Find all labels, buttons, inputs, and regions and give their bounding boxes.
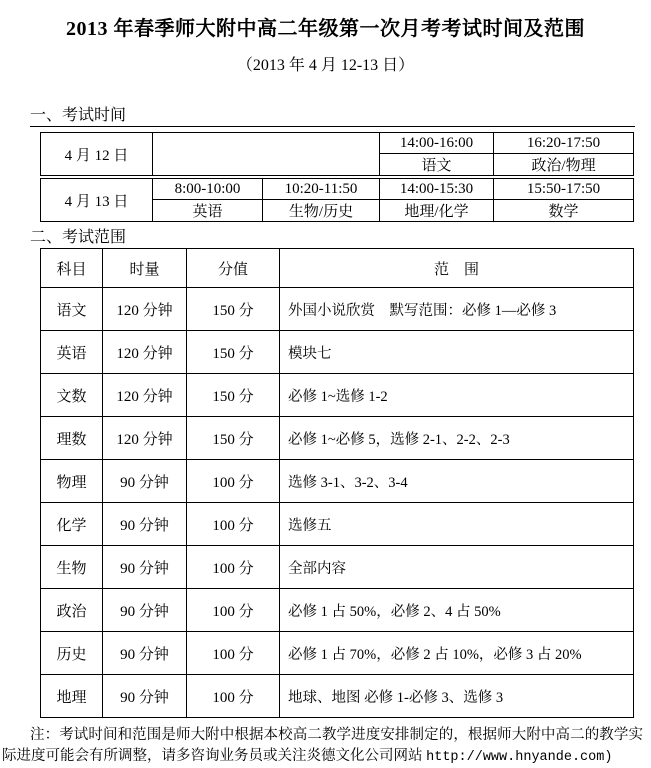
scope-cell: 地球、地图 必修 1-必修 3、选修 3 bbox=[280, 675, 634, 718]
footer-note bbox=[2, 725, 643, 768]
table-row bbox=[41, 460, 634, 503]
section-heading-exam-scope: 二、考试范围 bbox=[30, 229, 127, 246]
section-heading-exam-time: 一、考试时间 bbox=[30, 107, 635, 127]
column-header-subject: 科目 bbox=[41, 249, 103, 288]
date-cell: 4 月 13 日 bbox=[41, 177, 153, 222]
table-row bbox=[41, 331, 634, 374]
subject-cell: 英语 bbox=[153, 200, 263, 222]
duration-cell: 90 分钟 bbox=[103, 632, 187, 675]
points-cell: 100 分 bbox=[187, 503, 280, 546]
time-cell: 14:00-16:00 bbox=[380, 133, 494, 154]
points-cell: 100 分 bbox=[187, 460, 280, 503]
duration-cell: 120 分钟 bbox=[103, 374, 187, 417]
scope-cell: 选修 3-1、3-2、3-4 bbox=[280, 460, 634, 503]
table-row bbox=[41, 589, 634, 632]
points-cell: 150 分 bbox=[187, 331, 280, 374]
subject-cell: 地理 bbox=[41, 675, 103, 718]
duration-cell: 90 分钟 bbox=[103, 546, 187, 589]
table-row bbox=[41, 177, 634, 200]
exam-scope-table bbox=[40, 248, 634, 718]
date-cell: 4 月 12 日 bbox=[41, 133, 153, 178]
table-row bbox=[41, 546, 634, 589]
subject-cell: 语文 bbox=[380, 154, 494, 178]
table-row bbox=[41, 675, 634, 718]
duration-cell: 120 分钟 bbox=[103, 288, 187, 331]
empty-cell bbox=[153, 133, 380, 178]
table-row bbox=[41, 133, 634, 154]
points-cell: 150 分 bbox=[187, 288, 280, 331]
exam-time-table bbox=[40, 132, 634, 222]
time-cell: 10:20-11:50 bbox=[263, 177, 380, 200]
scope-cell: 必修 1~选修 1-2 bbox=[280, 374, 634, 417]
time-cell: 14:00-15:30 bbox=[380, 177, 494, 200]
scope-cell: 模块七 bbox=[280, 331, 634, 374]
duration-cell: 90 分钟 bbox=[103, 589, 187, 632]
subject-cell: 政治 bbox=[41, 589, 103, 632]
table-row bbox=[41, 503, 634, 546]
points-cell: 100 分 bbox=[187, 675, 280, 718]
duration-cell: 120 分钟 bbox=[103, 331, 187, 374]
subject-cell: 生物/历史 bbox=[263, 200, 380, 222]
subject-cell: 地理/化学 bbox=[380, 200, 494, 222]
table-row bbox=[41, 288, 634, 331]
points-cell: 100 分 bbox=[187, 589, 280, 632]
footer-url: http://www.hnyande.com) bbox=[426, 750, 613, 765]
points-cell: 100 分 bbox=[187, 546, 280, 589]
column-header-points: 分值 bbox=[187, 249, 280, 288]
table-header-row bbox=[41, 249, 634, 288]
time-cell: 15:50-17:50 bbox=[494, 177, 634, 200]
scope-cell: 全部内容 bbox=[280, 546, 634, 589]
duration-cell: 120 分钟 bbox=[103, 417, 187, 460]
duration-cell: 90 分钟 bbox=[103, 675, 187, 718]
footer-note-text: 注：考试时间和范围是师大附中根据本校高二教学进度安排制定的，根据师大附中高二的教学实际进度可能会有所调整，请多咨询业务员或关注炎德文化公司网站 bbox=[2, 727, 643, 764]
subject-cell: 政治/物理 bbox=[494, 154, 634, 178]
scope-cell: 选修五 bbox=[280, 503, 634, 546]
points-cell: 100 分 bbox=[187, 632, 280, 675]
column-header-scope: 范 围 bbox=[280, 249, 634, 288]
table-row bbox=[41, 417, 634, 460]
subject-cell: 数学 bbox=[494, 200, 634, 222]
time-cell: 8:00-10:00 bbox=[153, 177, 263, 200]
scope-cell: 必修 1 占 50%，必修 2、4 占 50% bbox=[280, 589, 634, 632]
scope-cell: 必修 1 占 70%，必修 2 占 10%，必修 3 占 20% bbox=[280, 632, 634, 675]
subject-cell: 化学 bbox=[41, 503, 103, 546]
points-cell: 150 分 bbox=[187, 417, 280, 460]
document-subtitle: （2013 年 4 月 12-13 日） bbox=[236, 57, 415, 74]
scope-cell: 外国小说欣赏 默写范围：必修 1—必修 3 bbox=[280, 288, 634, 331]
subject-cell: 语文 bbox=[41, 288, 103, 331]
subject-cell: 文数 bbox=[41, 374, 103, 417]
scope-cell: 必修 1~必修 5，选修 2-1、2-2、2-3 bbox=[280, 417, 634, 460]
duration-cell: 90 分钟 bbox=[103, 503, 187, 546]
duration-cell: 90 分钟 bbox=[103, 460, 187, 503]
subject-cell: 理数 bbox=[41, 417, 103, 460]
subject-cell: 历史 bbox=[41, 632, 103, 675]
subject-cell: 生物 bbox=[41, 546, 103, 589]
subject-cell: 物理 bbox=[41, 460, 103, 503]
table-row bbox=[41, 632, 634, 675]
time-cell: 16:20-17:50 bbox=[494, 133, 634, 154]
column-header-duration: 时量 bbox=[103, 249, 187, 288]
points-cell: 150 分 bbox=[187, 374, 280, 417]
document-title: 2013 年春季师大附中高二年级第一次月考考试时间及范围 bbox=[66, 18, 585, 40]
table-row bbox=[41, 374, 634, 417]
subject-cell: 英语 bbox=[41, 331, 103, 374]
